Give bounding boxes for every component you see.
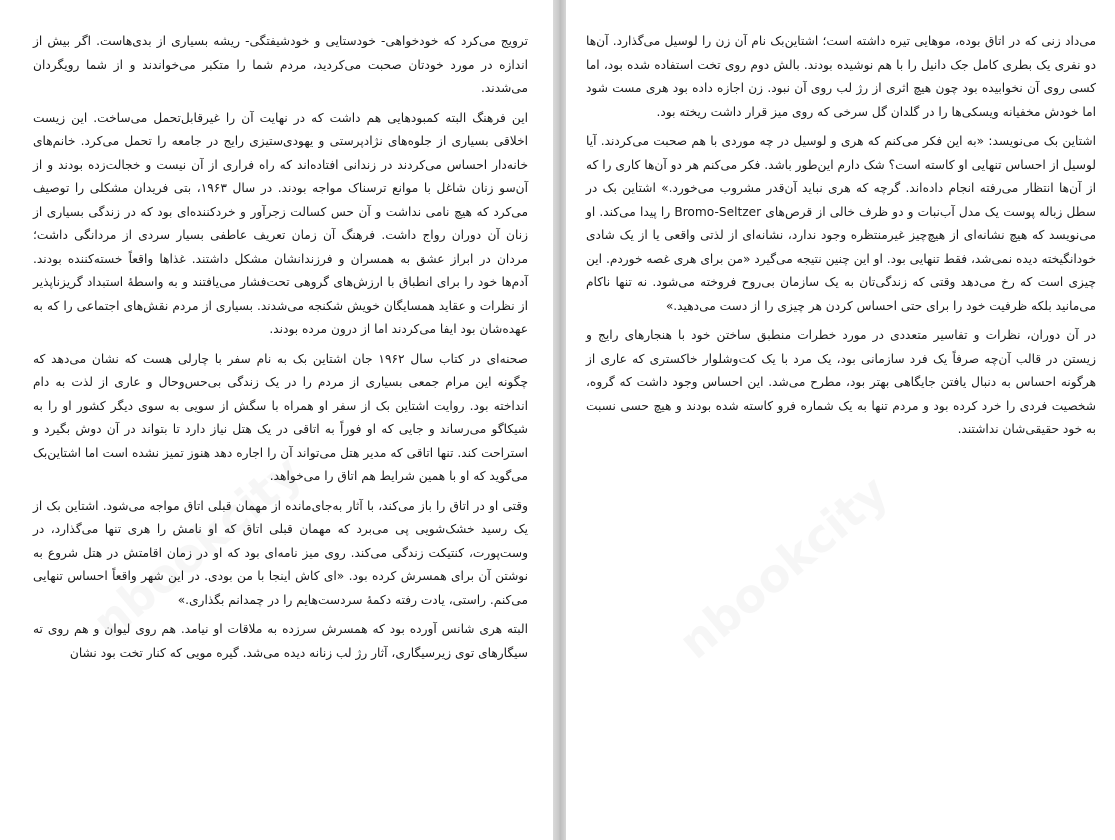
- left-page-text: [33, 30, 528, 671]
- paragraph: اشتاین بک می‌نویسد: «به این فکر می‌کنم که هری و لوسیل در چه موردی با هم صحبت می‌کردند. آیا لوسیل از احساس تنهایی او کاسته است؟ شک دارم این‌طور باشد. فکر می‌کنم هر دو آن‌ها کاری را که از آن‌ها انتظار می‌رفته انجام داده‌اند. گرچه که هری نباید آن‌قدر مشروب می‌خورد.» اشتاین بک در سطل زباله پوست یک مدل آب‌نبات و دو ظرف خالی از قرص‌های Bromo-Seltzer را پیدا می‌کند. او می‌نویسد که هیچ نشانه‌ای از هیچ‌چیز غیرمنتظره وجود ندارد، نشانه‌ای از لذتی واقعی یا از یک شادی خودانگیخته دیده نمی‌شد، فقط تنهایی بود. او این چنین نتیجه می‌گیرد «من برای هری غصه خوردم. این چیزی است که رخ می‌دهد وقتی که زندگی‌تان به یک سازمان بی‌روح فروخته می‌شود. نه تنها ناکام می‌مانید بلکه ظرفیت خود را برای حتی احساس کردن هر چیزی را از دست می‌دهید.»: [586, 134, 1096, 313]
- paragraph: در آن دوران، نظرات و تفاسیر متعددی در مورد خطرات منطبق ساختن خود با هنجارهای رایج و زیستن در قالب آن‌چه صرفاً یک فرد سازمانی بود، یک مرد با یک کت‌وشلوار خاکستری که عاری از هرگونه احساس به دنبال یافتن جایگاهی بهتر بود، مطرح می‌شد. این احساس وجود داشت که گروه، شخصیت فردی را خرد کرده بود و مردم تنها به یک شماره فرو کاسته شده بودند و هیچ حسی نسبت به خود حقیقی‌شان نداشتند.: [586, 328, 1096, 436]
- paragraph: می‌داد زنی که در اتاق بوده، موهایی تیره داشته است؛ اشتاین‌بک نام آن زن را لوسیل می‌گذارد. آن‌ها دو نفری یک بطری کامل جک دانیل را با هم نوشیده بودند. بالش دوم روی تخت استفاده شده بود، اما کسی روی آن نخوابیده بود چون هیچ اثری از رژ لب روی آن نبود. زن اجازه داده بود هری مست شود اما خودش مخفیانه ویسکی‌ها را در گلدان گل سرخی که روی میز قرار داشت ریخته بود.: [586, 34, 1096, 119]
- right-page-text: [586, 30, 1096, 448]
- paragraph: ترویج می‌کرد که خودخواهی- خودستایی و خودشیفتگی- ریشه بسیاری از بدی‌هاست. اگر بیش از اندازه در مورد خودتان صحبت می‌کردید، مردم شما را متکبر می‌خواندند و از شما رویگردان می‌شدند.: [33, 34, 528, 95]
- page-gutter: [553, 0, 566, 840]
- watermark: [668, 465, 898, 670]
- right-page: [566, 0, 1115, 840]
- left-page: [0, 0, 553, 840]
- paragraph: این فرهنگ البته کمبودهایی هم داشت که در نهایت آن را غیرقابل‌تحمل می‌ساخت. این زیست اخلاقی بسیاری از جلوه‌های نژادپرستی و یهودی‌ستیزی رایج در جامعه را تحمل می‌کرد. خانم‌های خانه‌دار احساس می‌کردند در زندانی افتاده‌اند که راه فراری از آن نیست و خجالت‌زده بودند و از آن‌سو زنان شاغل با موانع ترسناک مواجه بودند. در سال ۱۹۶۳، بتی فریدان مشکلی را توصیف می‌کرد که هیچ نامی نداشت و آن حس کسالت زجرآور و خردکننده‌ای بود که در زندگی بسیاری از زنان آن دوران رواج داشت. فرهنگ آن زمان تعریف عاطفی بسیار سردی از مردانگی داشت؛ مردان در ابراز عشق به همسران و فرزندانشان مشکل داشتند. غذاها واقعاً خسته‌کننده بودند. آدم‌ها خود را برای انطباق با ارزش‌های گروهی تحت‌فشار می‌یافتند و به واسطهٔ استبداد گریزناپذیر از نظرات و عقاید همسایگان خویش شکنجه می‌شدند. بسیاری از مردم نقش‌های اجتماعی را که به عهده‌شان بود ایفا می‌کردند اما از درون مرده بودند.: [33, 110, 528, 336]
- paragraph: البته هری شانس آورده بود که همسرش سرزده به ملاقات او نیامد. هم روی لیوان و هم روی ته سیگارهای توی زیرسیگاری، آثار رژ لب زنانه دیده می‌شد. گیره مویی که کنار تخت بود نشان: [33, 622, 528, 660]
- paragraph: وقتی او در اتاق را باز می‌کند، با آثار به‌جای‌مانده از مهمان قبلی اتاق مواجه می‌شود. اشتاین بک از یک رسید خشک‌شویی پی می‌برد که مهمان قبلی اتاق که او نامش را هری تنها می‌گذارد، در وست‌پورت، کنتیکت زندگی می‌کند. روی میز نامه‌ای بود که او در زمان اقامتش در هتل شروع به نوشتن آن برای همسرش کرده بود. «ای کاش اینجا با من بودی. در این شهر واقعاً احساس تنهایی می‌کنم. راستی، یادت رفته دکمهٔ سردست‌هایم را در چمدانم بگذاری.»: [33, 498, 528, 607]
- paragraph: صحنه‌ای در کتاب سال ۱۹۶۲ جان اشتاین بک به نام سفر با چارلی هست که نشان می‌دهد که چگونه این مرام جمعی بسیاری از مردم را در یک زندگی بی‌حس‌وحال و عاری از لذت به دام انداخته بود. روایت اشتاین بک از سفر او همراه با سگش از سویی به سوی دیگر کشور او را به شیکاگو می‌رساند و جایی که او فوراً به اتاقی در یک هتل نیاز دارد تا بتواند در آن دوش بگیرد و استراحت کند. تنها اتاقی که مدیر هتل می‌تواند آن را اجاره دهد هنوز تمیز نشده است اما اشتاین‌بک می‌گوید که او با همین شرایط هم اتاق را می‌خواهد.: [33, 351, 529, 483]
